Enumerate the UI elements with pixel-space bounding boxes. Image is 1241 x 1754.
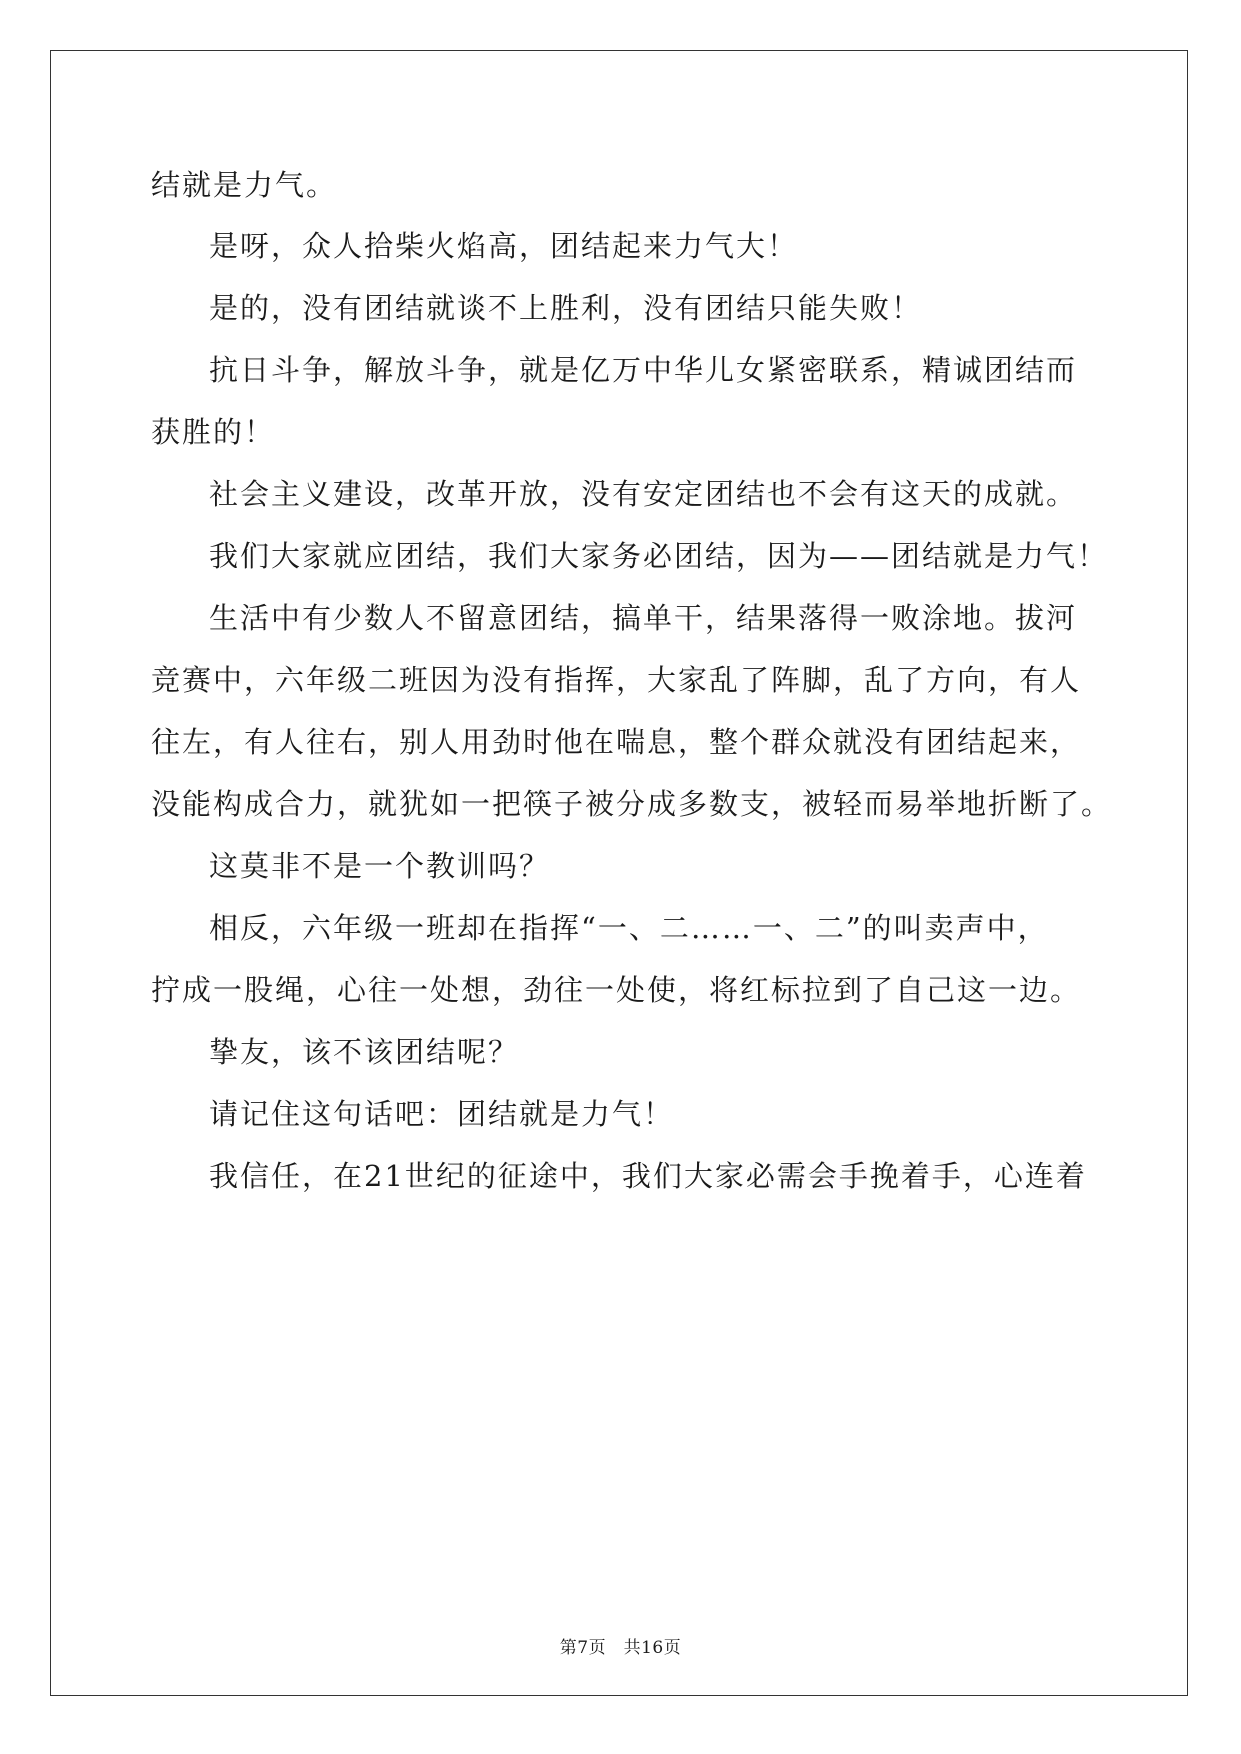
paragraph-line: 生活中有少数人不留意团结，搞单干，结果落得一败涂地。拔河 (209, 601, 1078, 635)
text-line: 获胜的！ (151, 415, 276, 449)
page-number: 第7页 共16页 (559, 1638, 682, 1658)
paragraph-line: 我们大家就应团结，我们大家务必团结，因为——团结就是力气！ (209, 539, 1109, 573)
text-line: 竞赛中，六年级二班因为没有指挥，大家乱了阵脚，乱了方向，有人 (151, 663, 1082, 697)
text-line: 往左，有人往右，别人用劲时他在喘息，整个群众就没有团结起来， (151, 725, 1082, 759)
paragraph-line: 这莫非不是一个教训吗？ (209, 849, 551, 883)
paragraph-line: 请记住这句话吧：团结就是力气！ (209, 1097, 675, 1131)
text-line: 结就是力气。 (151, 168, 338, 202)
paragraph-line: 我信任，在21世纪的征途中，我们大家必需会手挽着手，心连着 (209, 1159, 1087, 1193)
text-line: 没能构成合力，就犹如一把筷子被分成多数支，被轻而易举地折断了。 (151, 787, 1113, 821)
paragraph-line: 挚友，该不该团结呢？ (209, 1035, 520, 1069)
paragraph-line: 社会主义建设，改革开放，没有安定团结也不会有这天的成就。 (209, 477, 1078, 511)
paragraph-line: 相反，六年级一班却在指挥“一、二……一、二”的叫卖声中， (209, 911, 1049, 945)
paragraph-line: 是的，没有团结就谈不上胜利，没有团结只能失败！ (209, 291, 923, 325)
text-line: 拧成一股绳，心往一处想，劲往一处使，将红标拉到了自己这一边。 (151, 973, 1082, 1007)
paragraph-line: 是呀，众人拾柴火焰高，团结起来力气大！ (209, 229, 799, 263)
paragraph-line: 抗日斗争，解放斗争，就是亿万中华儿女紧密联系，精诚团结而 (209, 353, 1078, 387)
